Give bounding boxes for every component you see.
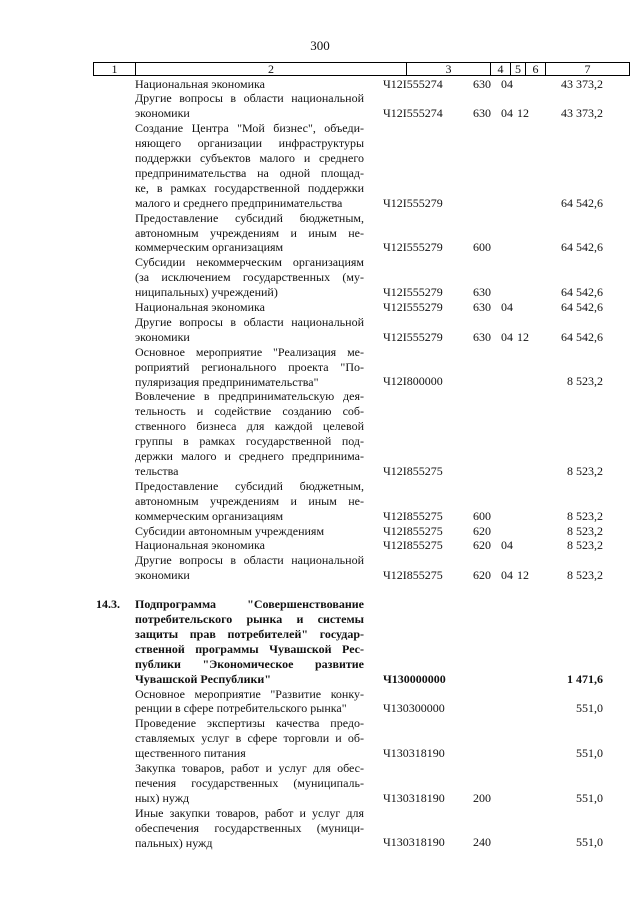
header-col-2: 2 <box>136 63 407 75</box>
row-amount: 8 523,2 <box>567 374 603 389</box>
row-name-line: экономики <box>135 329 190 344</box>
row-name-line: Проведение экспертизы качества предо- <box>135 716 364 731</box>
row-name-line: экономики <box>135 106 190 121</box>
row-amount: 551,0 <box>576 701 603 716</box>
row-amount: 64 542,6 <box>561 329 603 344</box>
row-col5: 04 <box>501 106 513 121</box>
header-col-1: 1 <box>94 63 136 75</box>
row-amount: 8 523,2 <box>567 568 603 583</box>
row-amount: 64 542,6 <box>561 300 603 314</box>
row-name-line: ниципальных) учреждений) <box>135 285 278 300</box>
page-number: 300 <box>310 38 330 53</box>
row-name-line: Чувашской Республики" <box>135 671 271 686</box>
row-name-line: коммерческим организациям <box>135 240 284 255</box>
row-amount: 8 523,2 <box>567 508 603 523</box>
row-name-line: публики "Экономическое развитие <box>135 656 364 671</box>
row-name <box>135 345 364 390</box>
row-name <box>135 806 364 851</box>
row-name-line: роприятий регионального проекта "По- <box>135 359 364 374</box>
row-col6: 12 <box>517 568 529 583</box>
row-name-line: ке, в рамках государственной поддержки <box>135 180 364 195</box>
header-col-6: 6 <box>526 63 546 75</box>
row-amount: 43 373,2 <box>561 76 603 91</box>
row-name-line: автономным учреждениям и иным не- <box>135 493 364 508</box>
row-name-line: няющего организации инфраструктуры <box>135 136 364 151</box>
row-col4: 630 <box>473 329 491 344</box>
row-name-line: тельность и содействие созданию соб- <box>135 404 364 419</box>
row-col5: 04 <box>501 300 513 314</box>
row-name-line: автономным учреждениям и иным не- <box>135 225 364 240</box>
row-name-line: ных) нужд <box>135 790 190 805</box>
row-name-line: Иные закупки товаров, работ и услуг для <box>135 805 364 820</box>
row-name-line: Другие вопросы в области национальной <box>135 91 364 106</box>
row-col5: 04 <box>501 538 513 553</box>
row-code: Ч12I555279 <box>383 285 443 300</box>
row-col4: 620 <box>473 568 491 583</box>
row-name-line: печения государственных (муниципаль- <box>135 775 364 790</box>
row-name <box>135 389 364 478</box>
row-name-line: Основное мероприятие "Реализация ме- <box>135 344 364 359</box>
row-name-line: Закупка товаров, работ и услуг для обес- <box>135 761 364 775</box>
row-name <box>135 597 364 686</box>
row-col4: 630 <box>473 106 491 121</box>
row-name-line: Национальная экономика <box>135 76 265 91</box>
row-name-line: (за исключением государственных (му- <box>135 270 364 285</box>
row-code: Ч12I855275 <box>383 538 443 553</box>
row-amount: 8 523,2 <box>567 538 603 553</box>
row-col4: 620 <box>473 523 491 538</box>
row-amount: 1 471,6 <box>567 671 603 686</box>
row-name-line: Национальная экономика <box>135 538 265 553</box>
row-code: Ч12I555274 <box>383 106 443 121</box>
row-amount: 64 542,6 <box>561 285 603 300</box>
row-code: Ч12I555274 <box>383 76 443 91</box>
row-col4: 630 <box>473 76 491 91</box>
row-name-line: ренции в сфере потребительского рынка" <box>135 701 347 716</box>
header-col-5: 5 <box>511 63 526 75</box>
header-col-7: 7 <box>584 62 591 76</box>
row-name-line: коммерческим организациям <box>135 508 284 523</box>
row-col6: 12 <box>517 329 529 344</box>
row-name-line: ставляемых услуг в сфере торговли и об- <box>135 731 364 746</box>
row-name-line: Предоставление субсидий бюджетным, <box>135 210 364 225</box>
row-name-line: защиты прав потребителей" государ- <box>135 626 364 641</box>
row-col4: 630 <box>473 285 491 300</box>
row-number: 14.3. <box>96 597 120 612</box>
row-name-line: пуляризация предпринимательства" <box>135 374 319 389</box>
row-name <box>135 300 364 315</box>
row-name <box>135 538 364 553</box>
row-name <box>135 761 364 806</box>
row-name <box>135 524 364 539</box>
row-code: Ч130318190 <box>383 835 445 850</box>
row-name <box>135 255 364 300</box>
row-col5: 04 <box>501 329 513 344</box>
row-code: Ч130000000 <box>383 671 446 686</box>
row-col4: 600 <box>473 508 491 523</box>
row-name-line: Вовлечение в предпринимательскую дея- <box>135 389 364 404</box>
row-code: Ч12I555279 <box>383 329 443 344</box>
header-col-4: 4 <box>491 63 511 75</box>
row-col5: 04 <box>501 568 513 583</box>
row-amount: 64 542,6 <box>561 240 603 255</box>
row-name-line: Субсидии некоммерческим организациям <box>135 255 364 270</box>
row-name-line: предпринимательства на одной площад- <box>135 165 364 180</box>
row-name-line: поддержки субъектов малого и среднего <box>135 151 364 165</box>
row-code: Ч130300000 <box>383 701 445 716</box>
row-name <box>135 77 364 92</box>
row-name-line: Субсидии автономным учреждениям <box>135 523 325 538</box>
row-name-line: экономики <box>135 568 190 583</box>
row-name-line: малого и среднего предпринимательства <box>135 195 343 210</box>
row-code: Ч12I855275 <box>383 463 443 478</box>
row-name-line: тельства <box>135 463 179 478</box>
row-name <box>135 315 364 345</box>
row-name-line: Другие вопросы в области национальной <box>135 314 364 329</box>
row-col6: 12 <box>517 106 529 121</box>
row-col4: 240 <box>473 835 491 850</box>
row-name <box>135 91 364 121</box>
row-name-line: обеспечения государственных (муници- <box>135 820 364 835</box>
row-code: Ч12I555279 <box>383 240 443 255</box>
header-col-3: 3 <box>407 63 491 75</box>
row-name-line: Основное мероприятие "Развитие конку- <box>135 686 364 701</box>
row-name-line: пальных) нужд <box>135 835 213 850</box>
row-name <box>135 553 364 583</box>
row-amount: 551,0 <box>576 790 603 805</box>
row-name <box>135 687 364 717</box>
row-amount: 43 373,2 <box>561 106 603 121</box>
row-name-line: держки малого и среднего предпринима- <box>135 449 364 464</box>
row-name <box>135 479 364 524</box>
row-amount: 8 523,2 <box>567 463 603 478</box>
row-col4: 620 <box>473 538 491 553</box>
row-amount: 551,0 <box>576 835 603 850</box>
row-code: Ч12I555279 <box>383 300 443 314</box>
row-code: Ч12I555279 <box>383 195 443 210</box>
row-code: Ч130318190 <box>383 790 445 805</box>
row-name-line: Другие вопросы в области национальной <box>135 553 364 568</box>
row-name-line: группы в рамках государственной под- <box>135 434 364 449</box>
row-amount: 551,0 <box>576 746 603 761</box>
row-col4: 200 <box>473 790 491 805</box>
row-name <box>135 121 364 210</box>
row-name-line: Предоставление субсидий бюджетным, <box>135 478 364 493</box>
row-code: Ч12I855275 <box>383 568 443 583</box>
row-name-line: щественного питания <box>135 746 246 761</box>
row-col5: 04 <box>501 76 513 91</box>
row-amount: 8 523,2 <box>567 523 603 538</box>
row-name-line: ственного бизнеса для каждой целевой <box>135 419 364 434</box>
row-name-line: Подпрограмма "Совершенствование <box>135 597 364 612</box>
row-name <box>135 716 364 761</box>
row-col4: 600 <box>473 240 491 255</box>
row-name-line: Национальная экономика <box>135 300 265 314</box>
row-name-line: ственной программы Чувашской Рес- <box>135 641 364 656</box>
row-code: Ч12I855275 <box>383 523 443 538</box>
row-amount: 64 542,6 <box>561 195 603 210</box>
row-code: Ч130318190 <box>383 746 445 761</box>
table-header <box>93 62 630 76</box>
row-name <box>135 211 364 256</box>
row-name-line: Создание Центра "Мой бизнес", объеди- <box>135 121 364 136</box>
row-name-line: потребительского рынка и системы <box>135 612 364 626</box>
row-code: Ч12I855275 <box>383 508 443 523</box>
row-code: Ч12I800000 <box>383 374 443 389</box>
row-col4: 630 <box>473 300 491 314</box>
